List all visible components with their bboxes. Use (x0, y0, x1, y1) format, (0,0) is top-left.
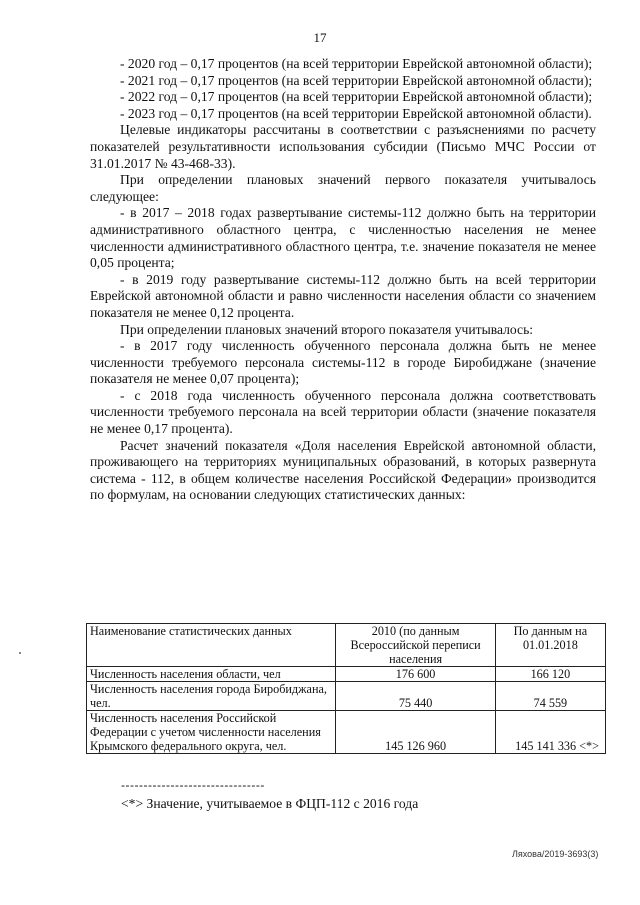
paragraph: - в 2017 году численность обученного персонала должна быть не менее численности требуемого персонала системы-112 в городе Биробиджане (значение показателя не менее 0,07 процента); (90, 338, 596, 387)
paragraph: Целевые индикаторы рассчитаны в соответствии с разъяснениями по расчету показателей результативности использования субсидии (Письмо МЧС России от 31.01.2017 № 43-468-33). (90, 122, 596, 171)
scan-speck (19, 652, 21, 654)
table-cell: 176 600 (336, 667, 495, 682)
document-code: Ляхова/2019-3693(3) (512, 849, 599, 859)
table-header-row (87, 624, 606, 667)
table-row (87, 711, 606, 754)
table-cell: 74 559 (495, 682, 605, 711)
body-text (90, 56, 596, 504)
table-cell: 166 120 (495, 667, 605, 682)
table-header: По данным на 01.01.2018 (495, 624, 605, 667)
footnote-separator: -------------------------------- (121, 778, 265, 792)
table-cell: Численность населения Российской Федерации с учетом численности населения Крымского федерального округа, чел. (87, 711, 336, 754)
paragraph: При определении плановых значений первого показателя учитывалось следующее: (90, 172, 596, 204)
paragraph: - с 2018 года численность обученного персонала должна соответствовать численности требуемого персонала на всей территории области (значение показателя не менее 0,17 процента). (90, 387, 596, 437)
table-row (87, 682, 606, 711)
table-cell: 145 141 336 <*> (495, 711, 605, 754)
table-cell: 75 440 (336, 682, 495, 711)
table-header: Наименование статистических данных (87, 624, 336, 667)
table-row (87, 667, 606, 682)
paragraph: - 2022 год – 0,17 процентов (на всей территории Еврейской автономной области); (120, 89, 593, 105)
paragraph: - 2021 год – 0,17 процентов (на всей территории Еврейской автономной области); (120, 72, 593, 88)
paragraph: - 2023 год – 0,17 процентов (на всей территории Еврейской автономной области). (120, 105, 592, 121)
paragraph: Расчет значений показателя «Доля населения Еврейской автономной области, проживающего на территориях муниципальных образований, в которых развернута система - 112, в общем количестве населения Российской Федерации» производится по формулам, на основании следующих статистических данных: (90, 437, 596, 503)
table-header: 2010 (по данным Всероссийской переписи населения (336, 624, 495, 667)
table-cell: 145 126 960 (336, 711, 495, 754)
paragraph: - 2020 год – 0,17 процентов (на всей территории Еврейской автономной области); (120, 56, 593, 71)
paragraph: - в 2017 – 2018 годах развертывание системы-112 должно быть на территории административного областного центра, с численностью населения не менее численности административного областного центра, т.е. значение показателя не менее 0,05 процента; (90, 205, 596, 271)
paragraph: При определении плановых значений второго показателя учитывалось: (120, 321, 534, 337)
table-cell: Численность населения города Биробиджана, чел. (87, 682, 336, 711)
statistics-table (86, 623, 606, 754)
page-number: 17 (313, 30, 327, 45)
paragraph: - в 2019 году развертывание системы-112 должно быть на всей территории Еврейской автономной области и равно численности населения области со значением показателя не менее 0,12 процента. (90, 271, 596, 320)
footnote: <*> Значение, учитываемое в ФЦП-112 с 2016 года (121, 796, 419, 811)
table-cell: Численность населения области, чел (87, 667, 336, 682)
